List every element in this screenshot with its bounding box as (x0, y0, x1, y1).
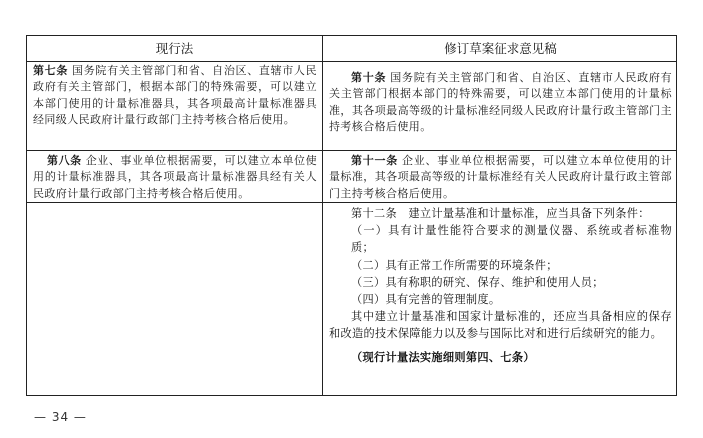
article-12-reference: （现行计量法实施细则第四、七条） (351, 350, 535, 364)
header-current-law: 现行法 (155, 41, 194, 56)
article-8-label: 第八条 (47, 154, 82, 167)
article-12-lead: 第十二条 建立计量基准和计量标准，应当具备下列条件： (351, 207, 650, 220)
article-10-label: 第十条 (351, 71, 387, 84)
row-rule-1 (27, 150, 676, 151)
article-10-text: 国务院有关主管部门和省、自治区、直辖市人民政府有关主管部门根据本部门的特殊需要，可以建立本部门使用的计量标准，其各项最高等级的计量标准经同级人民政府计量行政主管部门主持考核合格后使用。 (329, 71, 672, 134)
row-2-current (33, 153, 317, 202)
article-12-closing: 其中建立计量基准和国家计量标准的，还应当具备相应的保存和改造的技术保障能力以及参与国际比对和进行后续研究的能力。 (329, 310, 672, 341)
row-2-draft (329, 153, 672, 202)
article-7-label: 第七条 (33, 64, 69, 77)
row-1-draft (329, 70, 672, 136)
row-3-draft (329, 205, 672, 366)
article-12-item-1: （一）具有计量性能符合要求的测量仪器、系统或者标准物质； (351, 224, 672, 255)
header-rule (27, 61, 676, 62)
article-12-item-2: （二）具有正常工作所需要的环境条件； (351, 258, 558, 272)
header-draft: 修订草案征求意见稿 (444, 41, 557, 56)
column-divider (322, 36, 323, 395)
article-12-item-4: （四）具有完善的管理制度。 (351, 293, 501, 307)
comparison-table (26, 35, 677, 396)
article-7-text: 国务院有关主管部门和省、自治区、直辖市人民政府有关主管部门，根据本部门的特殊需要，可以建立本部门使用的计量标准器具，其各项最高计量标准器具经同级人民政府计量行政部门主持考核合格后使用。 (33, 64, 318, 127)
article-8-text: 企业、事业单位根据需要，可以建立本单位使用的计量标准器具，其各项最高计量标准器具经有关人民政府计量行政部门主持考核合格后使用。 (33, 154, 317, 200)
article-12-item-3: （三）具有称职的研究、保存、维护和使用人员； (351, 275, 604, 289)
row-1-current (33, 63, 317, 129)
page-number: — 34 — (34, 410, 87, 424)
article-11-label: 第十一条 (351, 154, 399, 167)
article-11-text: 企业、事业单位根据需要，可以建立本单位使用的计量标准，其各项最高等级的计量标准经有关人民政府计量行政主管部门主持考核合格后使用。 (329, 154, 672, 200)
